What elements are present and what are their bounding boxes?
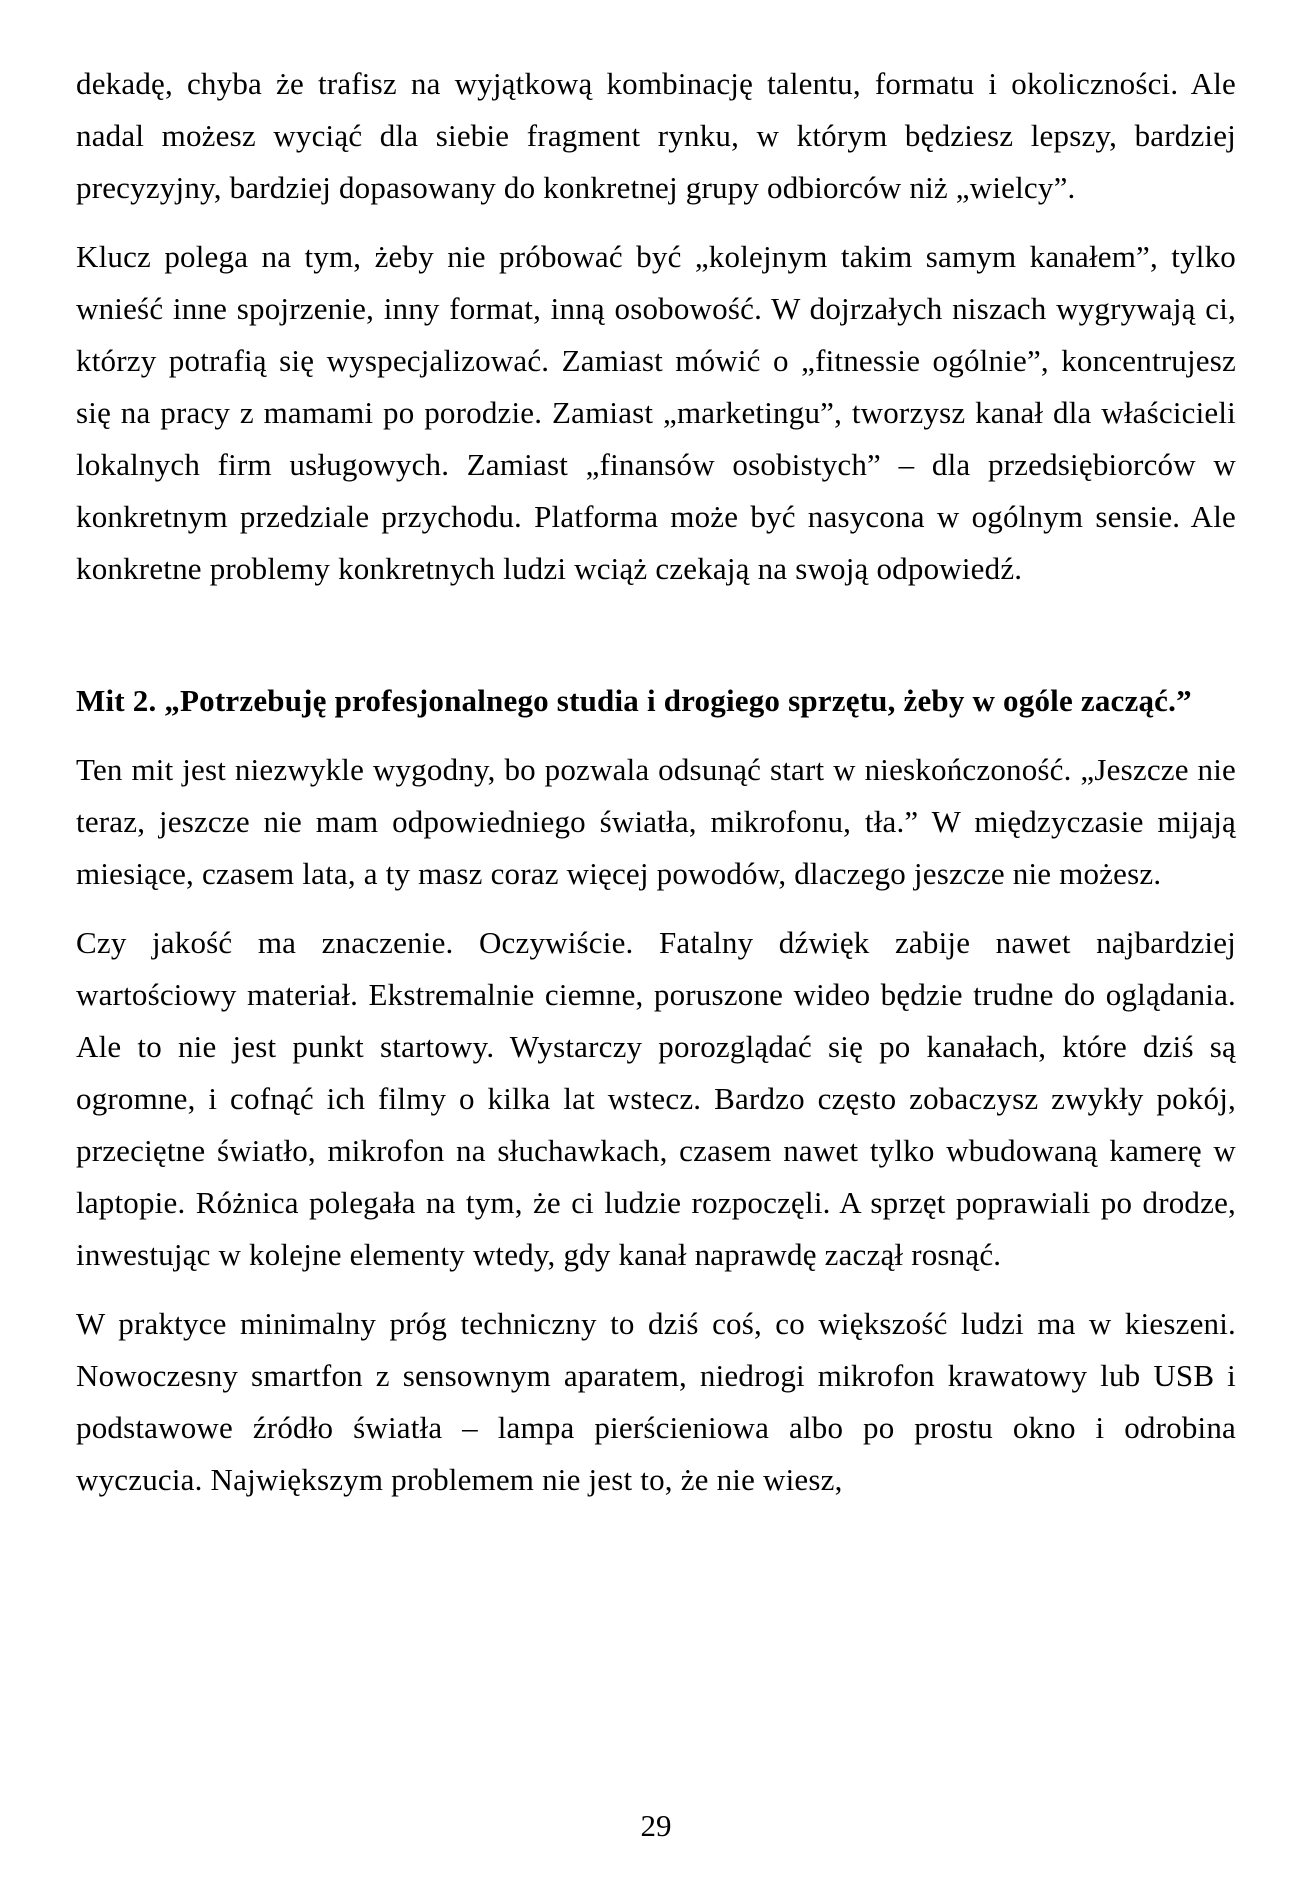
paragraph-continuation: dekadę, chyba że trafisz na wyjątkową kombinację talentu, formatu i okoliczności. Ale nadal możesz wyciąć dla siebie fragment rynku, w którym będziesz lepszy, bardziej precyzyjny, bardziej dopasowany do konkretnej grupy odbiorców niż „wielcy”. <box>76 66 1236 205</box>
section-heading-mit-2: Mit 2. „Potrzebuję profesjonalnego studia i drogiego sprzętu, żeby w ogóle zacząć.” <box>76 683 1192 718</box>
paragraph: Ten mit jest niezwykle wygodny, bo pozwala odsunąć start w nieskończoność. „Jeszcze nie teraz, jeszcze nie mam odpowiedniego światła, mikrofonu, tła.” W międzyczasie mijają miesiące, czasem lata, a ty masz coraz więcej powodów, dlaczego jeszcze nie możesz. <box>76 752 1236 891</box>
page-footer <box>0 1800 1312 1852</box>
paragraph: Klucz polega na tym, żeby nie próbować być „kolejnym takim samym kanałem”, tylko wnieść inne spojrzenie, inny format, inną osobowość. W dojrzałych niszach wygrywają ci, którzy potrafią się wyspecjalizować. Zamiast mówić o „fitnessie ogólnie”, koncentrujesz się na pracy z mamami po porodzie. Zamiast „marketingu”, tworzysz kanał dla właścicieli lokalnych firm usługowych. Zamiast „finansów osobistych” – dla przedsiębiorców w konkretnym przedziale przychodu. Platforma może być nasycona w ogólnym sensie. Ale konkretne problemy konkretnych ludzi wciąż czekają na swoją odpowiedź. <box>76 239 1236 586</box>
paragraph: W praktyce minimalny próg techniczny to dziś coś, co większość ludzi ma w kieszeni. Nowoczesny smartfon z sensownym aparatem, niedrogi mikrofon krawatowy lub USB i podstawowe źródło światła – lampa pierścieniowa albo po prostu okno i odrobina wyczucia. Największym problemem nie jest to, że nie wiesz, <box>76 1306 1236 1497</box>
paragraph: Czy jakość ma znaczenie. Oczywiście. Fatalny dźwięk zabije nawet najbardziej wartościowy materiał. Ekstremalnie ciemne, poruszone wideo będzie trudne do oglądania. Ale to nie jest punkt startowy. Wystarczy porozglądać się po kanałach, które dziś są ogromne, i cofnąć ich filmy o kilka lat wstecz. Bardzo często zobaczysz zwykły pokój, przeciętne światło, mikrofon na słuchawkach, czasem nawet tylko wbudowaną kamerę w laptopie. Różnica polegała na tym, że ci ludzie rozpoczęli. A sprzęt poprawiali po drodze, inwestując w kolejne elementy wtedy, gdy kanał naprawdę zaczął rosnąć. <box>76 925 1236 1272</box>
page-body <box>76 58 1236 1506</box>
page-number: 29 <box>640 1808 672 1843</box>
